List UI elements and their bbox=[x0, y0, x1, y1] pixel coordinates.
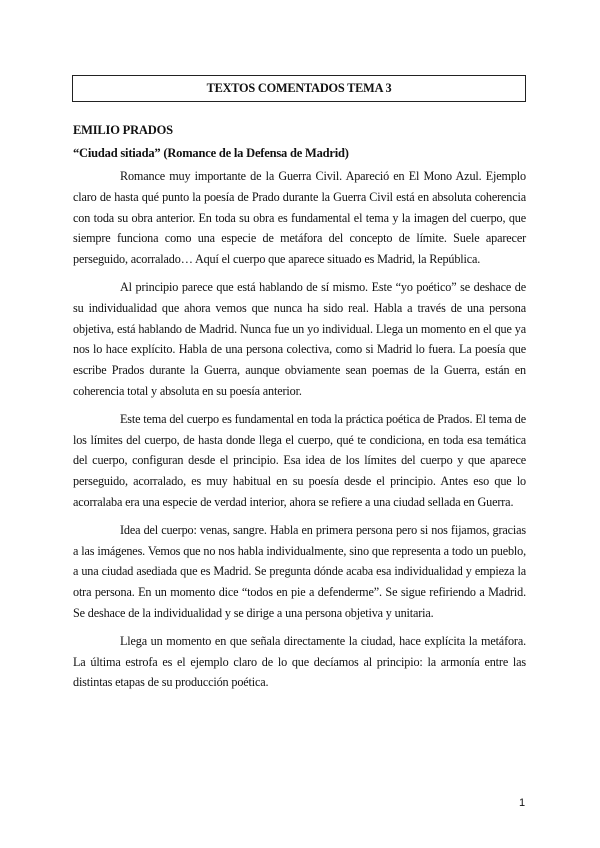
header-title-box bbox=[72, 75, 526, 102]
paragraph-2: Al principio parece que está hablando de sí mismo. Este “yo poético” se deshace de su individualidad que ahora vemos que nunca ha sido real. Habla a través de una persona objetiva, está hablando de Madrid. Nunca fue un yo individual. Llega un momento en el que ya nos lo hace explícito. Habla de una persona colectiva, como si Madrid lo fuera. La poesía que escribe Prados durante la Guerra, aunque obviamente sean poemas de la Guerra, están en coherencia total y absoluta en su poesía anterior. bbox=[73, 279, 526, 398]
paragraph-3: Este tema del cuerpo es fundamental en toda la práctica poética de Prados. El tema de los límites del cuerpo, de hasta donde llega el cuerpo, qué te condiciona, en toda esa temática del cuerpo, configuran desde el principio. Esa idea de los límites del cuerpo y que aparece perseguido, acorralado, es muy habitual en su poesía desde el principio. Antes eso que lo acorralaba era una especie de verdad interior, ahora se refiere a una ciudad sellada en Guerra. bbox=[73, 411, 526, 509]
paragraph-5: Llega un momento en que señala directamente la ciudad, hace explícita la metáfora. La última estrofa es el ejemplo claro de lo que decíamos al principio: la armonía entre las distintas etapas de su producción poética. bbox=[73, 633, 526, 690]
paragraph-4: Idea del cuerpo: venas, sangre. Habla en primera persona pero si nos fijamos, gracias a las imágenes. Vemos que no nos habla individualmente, sino que representa a todo un pueblo, a una ciudad asediada que es Madrid. Se pregunta dónde acaba esa individualidad y empieza la otra persona. En un momento dice “todos en pie a defenderme”. Se sigue refiriendo a Madrid. Se deshace de la individualidad y se dirige a una persona objetiva y unitaria. bbox=[73, 522, 526, 620]
header-title: TEXTOS COMENTADOS TEMA 3 bbox=[206, 81, 392, 95]
paragraph-1: Romance muy importante de la Guerra Civil. Apareció en El Mono Azul. Ejemplo claro de hasta qué punto la poesía de Prado durante la Guerra Civil está en absoluta coherencia con toda su obra anterior. En toda su obra es fundamental el tema y la imagen del cuerpo, que siempre funciona como una especie de metáfora del concepto de límite. Suele aparecer perseguido, acorralado… Aquí el cuerpo que aparece situado es Madrid, la República. bbox=[73, 169, 526, 267]
body-text bbox=[73, 166, 526, 700]
author-heading: EMILIO PRADOS bbox=[73, 123, 173, 137]
poem-title: “Ciudad sitiada” (Romance de la Defensa de Madrid) bbox=[73, 146, 349, 160]
page-number: 1 bbox=[519, 797, 526, 809]
